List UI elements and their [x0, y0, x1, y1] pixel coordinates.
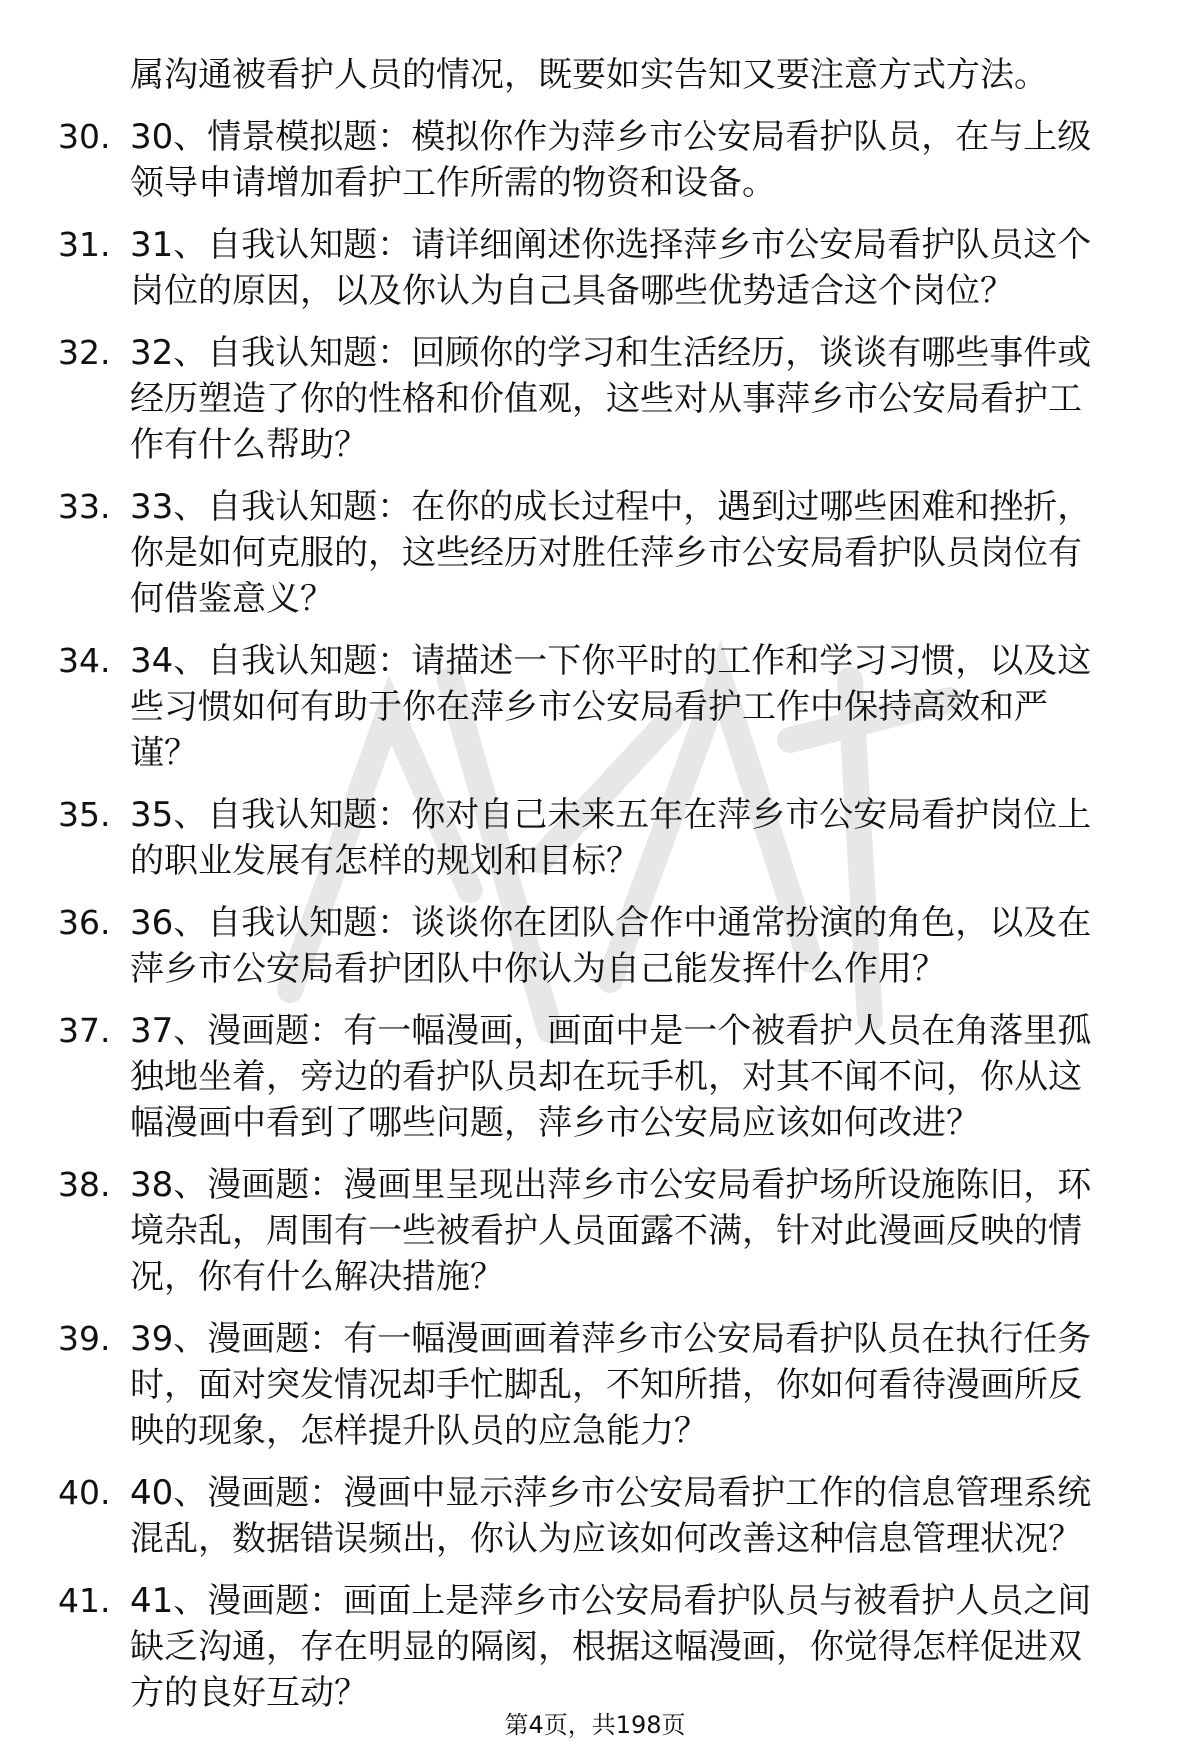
question-number: 34.: [58, 641, 111, 680]
question-number: 30.: [58, 117, 111, 156]
question-text: [130, 792, 1140, 884]
question-line: 境杂乱，周围有一些被看护人员面露不满，针对此漫画反映的情: [130, 1211, 1082, 1251]
question-line: 35、自我认知题：你对自己未来五年在萍乡市公安局看护岗位上: [130, 795, 1092, 835]
question-line: 映的现象，怎样提升队员的应急能力？: [130, 1411, 708, 1451]
question-line: 34、自我认知题：请描述一下你平时的工作和学习习惯，以及这: [130, 641, 1092, 681]
continued-paragraph: 属沟通被看护人员的情况，既要如实告知又要注意方式方法。: [130, 55, 1048, 95]
question-line: 缺乏沟通，存在明显的隔阂，根据这幅漫画，你觉得怎样促进双: [130, 1627, 1082, 1667]
question-number: 41.: [58, 1581, 111, 1620]
question-line: 况，你有什么解决措施？: [130, 1257, 504, 1297]
question-line: 31、自我认知题：请详细阐述你选择萍乡市公安局看护队员这个: [130, 225, 1092, 265]
question-line: 你是如何克服的，这些经历对胜任萍乡市公安局看护队员岗位有: [130, 533, 1082, 573]
question-line: 39、漫画题：有一幅漫画画着萍乡市公安局看护队员在执行任务: [130, 1319, 1092, 1359]
question-text: [130, 330, 1140, 468]
question-item: [0, 114, 1140, 206]
question-number: 39.: [58, 1319, 111, 1358]
question-text: [130, 222, 1140, 314]
question-line: 些习惯如何有助于你在萍乡市公安局看护工作中保持高效和严: [130, 687, 1048, 727]
question-text: [130, 484, 1140, 622]
question-line: 独地坐着，旁边的看护队员却在玩手机，对其不闻不问，你从这: [130, 1057, 1082, 1097]
question-number: 35.: [58, 795, 111, 834]
question-line: 萍乡市公安局看护团队中你认为自己能发挥什么作用？: [130, 949, 946, 989]
question-line: 32、自我认知题：回顾你的学习和生活经历，谈谈有哪些事件或: [130, 333, 1092, 373]
question-line: 36、自我认知题：谈谈你在团队合作中通常扮演的角色，以及在: [130, 903, 1092, 943]
question-line: 37、漫画题：有一幅漫画，画面中是一个被看护人员在角落里孤: [130, 1011, 1092, 1051]
question-line: 方的良好互动？: [130, 1673, 368, 1713]
question-number: 31.: [58, 225, 111, 264]
question-item: [0, 1008, 1140, 1146]
question-item: [0, 792, 1140, 884]
question-line: 41、漫画题：画面上是萍乡市公安局看护队员与被看护人员之间: [130, 1581, 1092, 1621]
question-item: [0, 330, 1140, 468]
question-number: 40.: [58, 1473, 111, 1512]
question-text: [130, 114, 1140, 206]
question-item: [0, 1470, 1140, 1562]
question-item: [0, 1578, 1140, 1716]
question-line: 38、漫画题：漫画里呈现出萍乡市公安局看护场所设施陈旧，环: [130, 1165, 1092, 1205]
question-line: 的职业发展有怎样的规划和目标？: [130, 841, 640, 881]
question-line: 作有什么帮助？: [130, 425, 368, 465]
question-item: [0, 900, 1140, 992]
question-number: 36.: [58, 903, 111, 942]
question-text: [130, 1578, 1140, 1716]
question-line: 谨？: [130, 733, 198, 773]
question-number: 32.: [58, 333, 111, 372]
question-text: [130, 638, 1140, 776]
question-item: [0, 1162, 1140, 1300]
question-line: 岗位的原因，以及你认为自己具备哪些优势适合这个岗位？: [130, 271, 1014, 311]
question-text: [130, 1316, 1140, 1454]
question-line: 幅漫画中看到了哪些问题，萍乡市公安局应该如何改进？: [130, 1103, 980, 1143]
question-line: 何借鉴意义？: [130, 579, 334, 619]
question-list: [0, 114, 1190, 1732]
question-text: [130, 1162, 1140, 1300]
question-number: 38.: [58, 1165, 111, 1204]
question-line: 40、漫画题：漫画中显示萍乡市公安局看护工作的信息管理系统: [130, 1473, 1092, 1513]
question-item: [0, 638, 1140, 776]
page-footer: 第4页，共198页: [504, 1711, 686, 1739]
question-line: 33、自我认知题：在你的成长过程中，遇到过哪些困难和挫折，: [130, 487, 1092, 527]
question-line: 领导申请增加看护工作所需的物资和设备。: [130, 163, 776, 203]
question-item: [0, 1316, 1140, 1454]
question-item: [0, 484, 1140, 622]
question-line: 30、情景模拟题：模拟你作为萍乡市公安局看护队员，在与上级: [130, 117, 1092, 157]
question-line: 时，面对突发情况却手忙脚乱，不知所措，你如何看待漫画所反: [130, 1365, 1082, 1405]
question-item: [0, 222, 1140, 314]
question-text: [130, 1008, 1140, 1146]
question-line: 经历塑造了你的性格和价值观，这些对从事萍乡市公安局看护工: [130, 379, 1082, 419]
question-text: [130, 900, 1140, 992]
question-line: 混乱，数据错误频出，你认为应该如何改善这种信息管理状况？: [130, 1519, 1082, 1559]
question-number: 37.: [58, 1011, 111, 1050]
question-number: 33.: [58, 487, 111, 526]
question-text: [130, 1470, 1140, 1562]
